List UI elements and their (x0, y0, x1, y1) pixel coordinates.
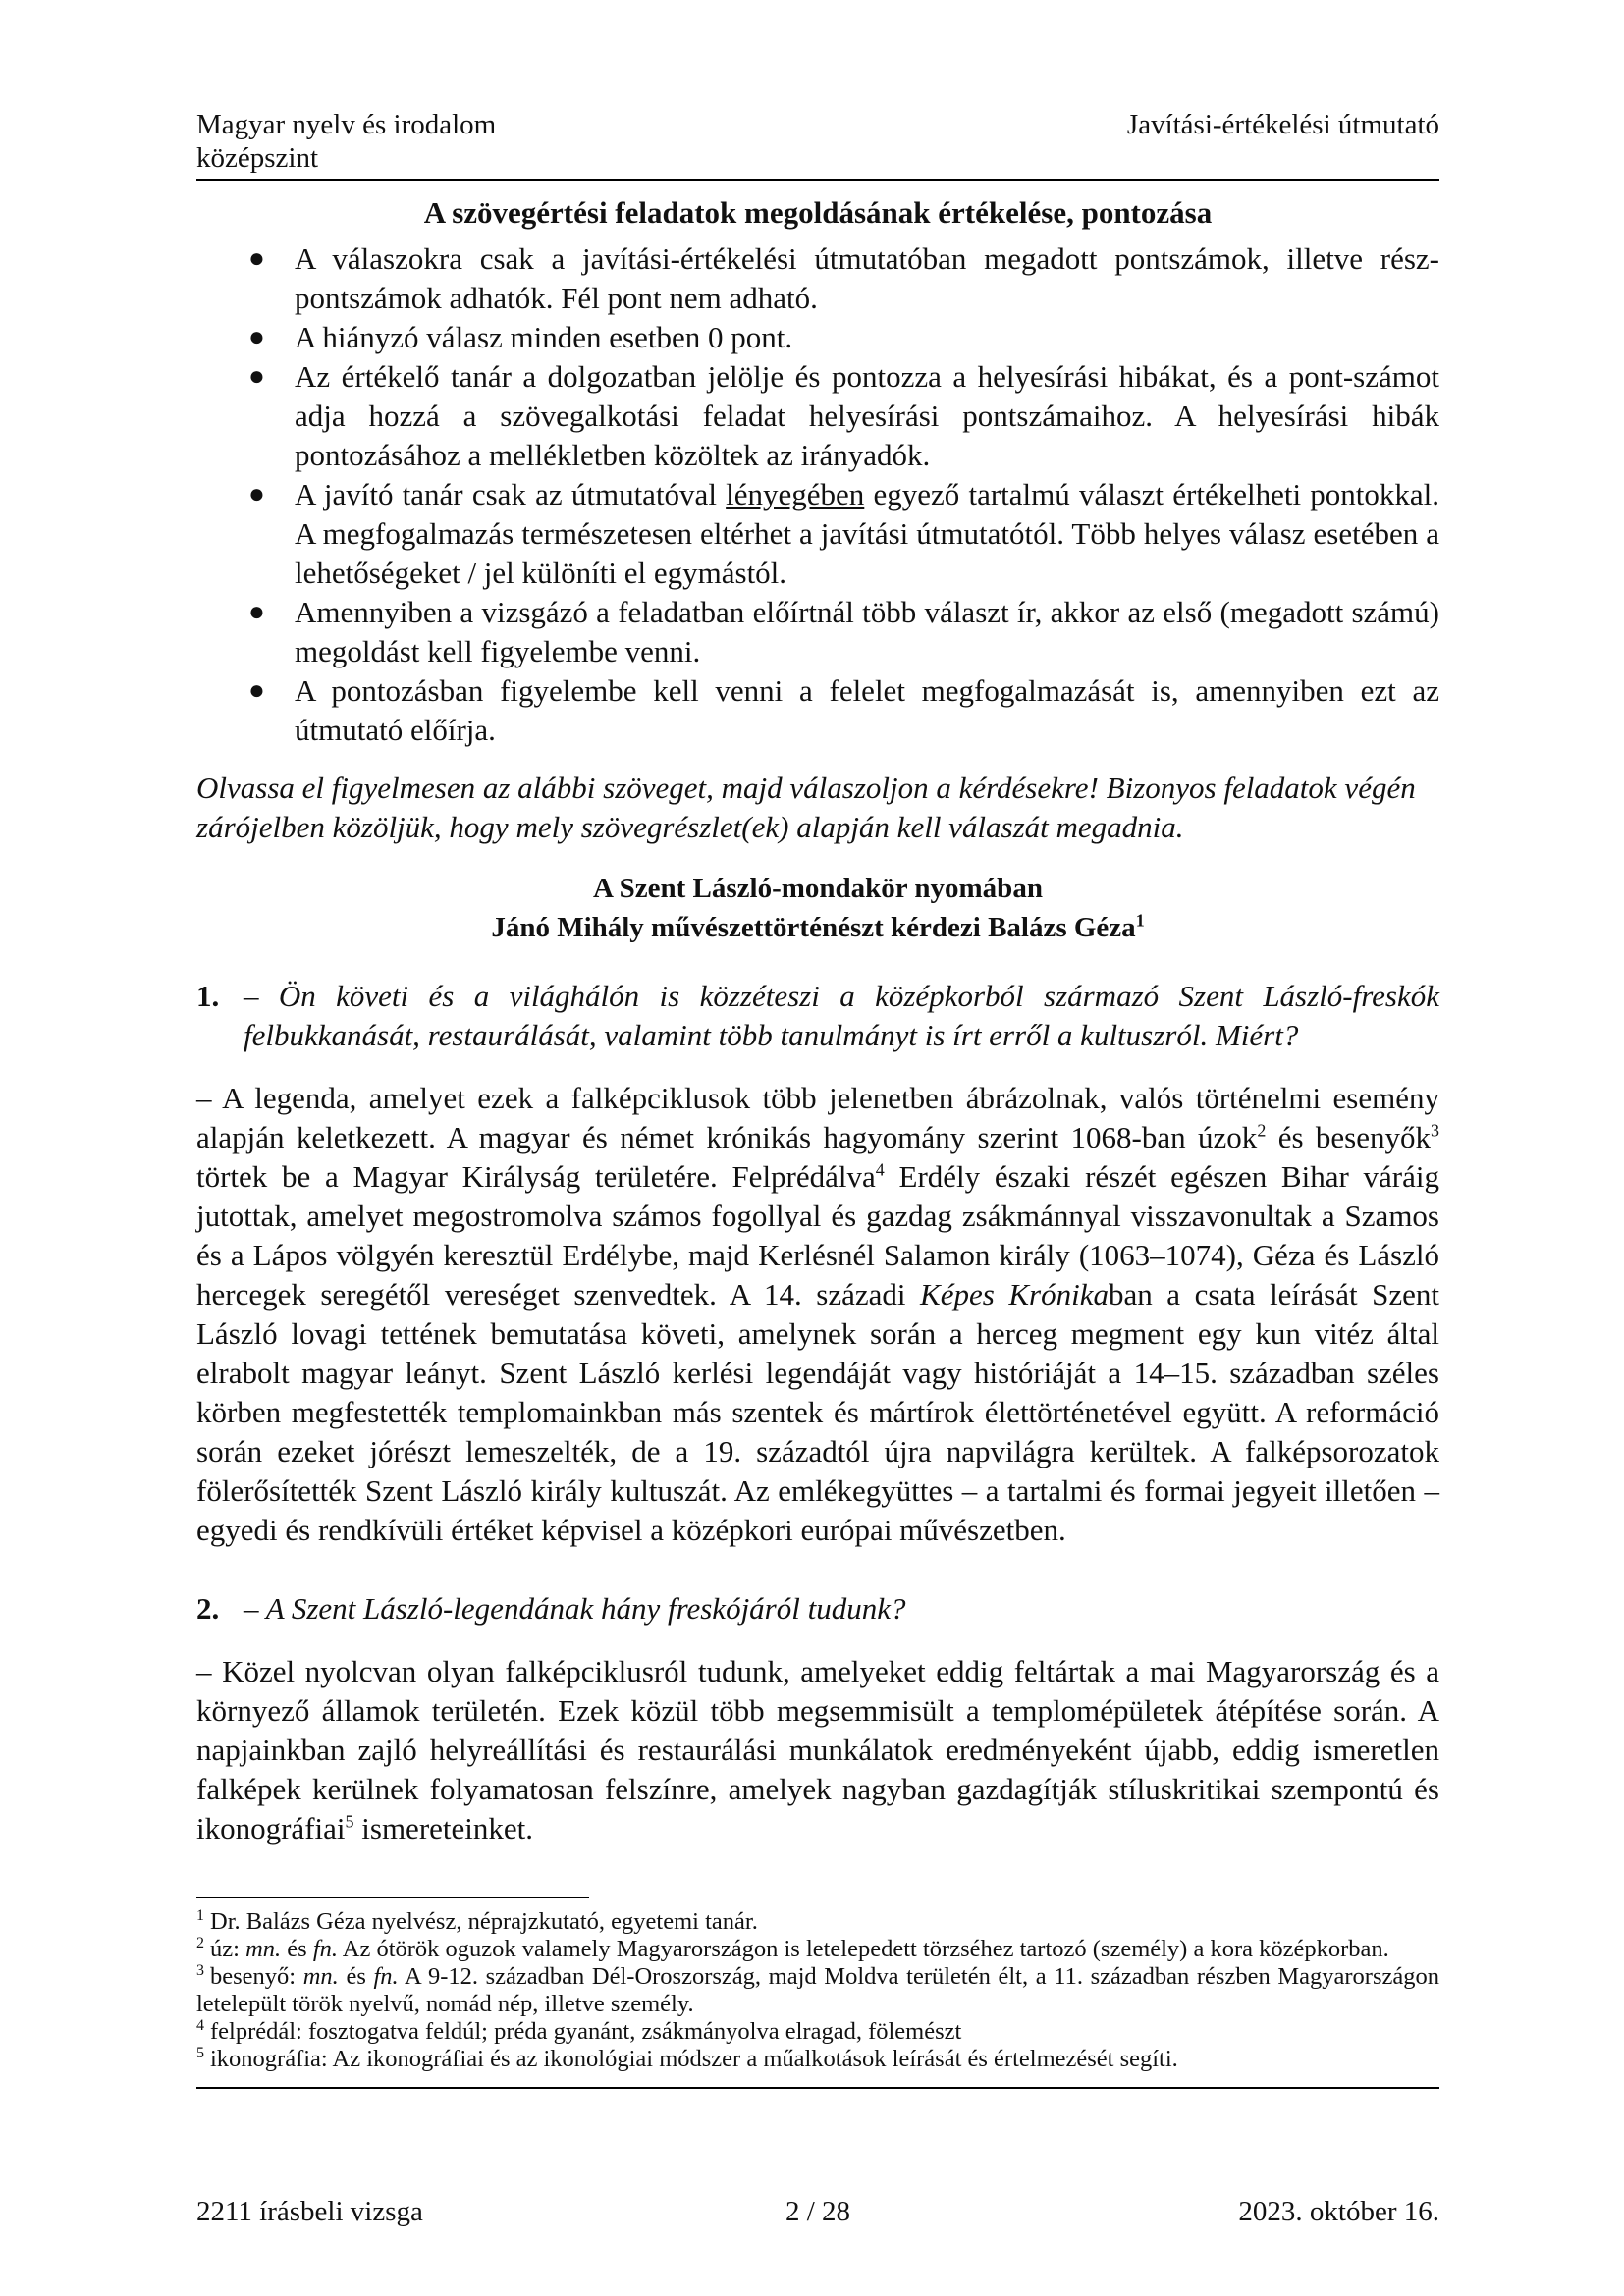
footnotes (196, 1908, 1439, 2073)
rule-item (196, 318, 1439, 357)
footnote-text: A 9-12. században Dél-Oroszország, majd Moldva területén élt, a 11. században részben Magyarországon letelepült török nyelvű, nomád nép, illetve személy. (196, 1963, 1439, 2017)
rule-text-after: egyező tartalmú választ értékelheti pontokkal. A megfogalmazás természetesen eltérhet a javítási útmutatótól. Több helyes válasz esetében a lehetőségeket / jel különíti el egymástól. (295, 477, 1439, 590)
footnote-3 (196, 1963, 1439, 2018)
footnote-text: ikonográfia: Az ikonográfiai és az ikonológiai módszer a műalkotások leírását és értelmezését segíti. (210, 2046, 1178, 2072)
article-subtitle (196, 908, 1439, 947)
question-number: 1. (196, 979, 220, 1013)
footnote-ref: 1 (1135, 910, 1145, 931)
footnote-abbrev: mn. (245, 1936, 282, 1962)
footnote-number: 4 (196, 2016, 204, 2034)
exam-code: 2211 írásbeli vizsga (196, 2196, 423, 2227)
footnote-number: 3 (196, 1961, 204, 1979)
bullet-icon: ● (248, 479, 265, 509)
question-2 (196, 1589, 1439, 1629)
header-left (196, 108, 496, 175)
footnote-number: 5 (196, 2044, 204, 2061)
header-subject: Magyar nyelv és irodalom (196, 109, 497, 140)
footnote-text: úz: (210, 1936, 246, 1962)
answer-text: – A legenda, amelyet ezek a falképciklusok több jelenetben ábrázolnak, valós történelmi esemény alapján keletkezett. A magyar és német krónikás hagyomány szerint 1068-ban úzok (196, 1081, 1439, 1154)
rule-item (196, 240, 1439, 318)
article-title (196, 869, 1439, 947)
footnote-number: 1 (196, 1906, 204, 1924)
rule-text: A pontozásban figyelembe kell venni a felelet megfogalmazását is, amennyiben ezt az útmutató előírja. (295, 673, 1439, 747)
rules-list (196, 240, 1439, 750)
answer-text: törtek be a Magyar Királyság területére. Felprédálva (196, 1159, 876, 1194)
rule-underlined-word: lényegében (726, 477, 865, 511)
answer-2 (196, 1652, 1439, 1848)
answer-text: és besenyők (1266, 1120, 1432, 1154)
rule-text: A hiányzó válasz minden esetben 0 pont. (295, 320, 793, 354)
bullet-icon: ● (248, 322, 265, 352)
footnote-text: besenyő: (210, 1963, 303, 1990)
footnote-text: Az ótörök oguzok valamely Magyarországon is letelepedett törzséhez tartozó (személy) a kora középkorban. (338, 1936, 1389, 1962)
footnote-1 (196, 1908, 1439, 1936)
question-1 (196, 977, 1439, 1055)
footnote-text: és (338, 1963, 374, 1990)
reading-instruction: Olvassa el figyelmesen az alábbi szöveget, majd válaszoljon a kérdésekre! Bizonyos feladatok végén zárójelben közöljük, hogy mely szövegrészlet(ek) alapján kell válaszát megadnia. (196, 771, 1416, 844)
footnote-text: és (281, 1936, 313, 1962)
rule-text: Amennyiben a vizsgázó a feladatban előírtnál több választ ír, akkor az első (megadott számú) megoldást kell figyelembe venni. (295, 595, 1439, 668)
footnote-abbrev: mn. (302, 1963, 339, 1990)
section-title: A szövegértési feladatok megoldásának értékelése, pontozása (423, 195, 1213, 230)
answer-1 (196, 1079, 1439, 1550)
bullet-icon: ● (248, 597, 265, 627)
footnote-ref: 2 (1257, 1120, 1267, 1141)
footnote-5 (196, 2046, 1439, 2073)
footnote-abbrev: fn. (373, 1963, 399, 1990)
bullet-icon: ● (248, 361, 265, 392)
page-number: 2 / 28 (785, 2196, 851, 2227)
rule-text: Az értékelő tanár a dolgozatban jelölje és pontozza a helyesírási hibákat, és a pont-számot adja hozzá a szövegalkotási feladat helyesírási pontszámaihoz. A helyesírási hibák pontozásához a mellékletben közöltek az irányadók. (295, 359, 1439, 472)
rule-item (196, 671, 1439, 750)
footnote-text: Dr. Balázs Géza nyelvész, néprajzkutató, egyetemi tanár. (210, 1908, 758, 1935)
header-doc-type: Javítási-értékelési útmutató (1126, 109, 1439, 140)
footnote-number: 2 (196, 1934, 204, 1951)
answer-text: Erdély északi részét egészen Bihar váráig jutottak, amelyet megostromolva számos fogollyal és gazdag zsákmánnyal visszavonultak a Szamos és a Lápos völgyén keresztül Erdélybe, majd Kerlésnél Salamon király (1063–1074), Géza és László hercegek seregétől vereséget szenvedtek. A 14. századi (196, 1159, 1439, 1311)
document-page (196, 108, 1439, 2089)
rule-text-before: A javító tanár csak az útmutatóval (295, 477, 727, 511)
footnote-text: felprédál: fosztogatva feldúl; préda gyanánt, zsákmányolva elragad, fölemészt (210, 2018, 962, 2045)
footnote-ref: 3 (1431, 1120, 1440, 1141)
header-level: középszint (196, 142, 319, 174)
exam-date: 2023. október 16. (1238, 2196, 1439, 2227)
question-text: – A Szent László-legendának hány freskójáról tudunk? (244, 1591, 906, 1626)
answer-text: – Közel nyolcvan olyan falképciklusról tudunk, amelyeket eddig feltártak a mai Magyarország és a környező államok területén. Ezek közül több megsemmisült a templomépületek átépítése során. A napjainkban zajló helyreállítási és restaurálási munkálatok eredményeként újabb, eddig ismeretlen falképek kerülnek folyamatosan felszínre, amelyek nagyban gazdagítják stíluskritikai szempontú és ikonográfiai (196, 1654, 1439, 1845)
answer-text: ismereteinket. (353, 1811, 534, 1845)
question-text: – Ön követi és a világhálón is közzéteszi a középkorból származó Szent László-freskók felbukkanását, restaurálását, valamint több tanulmányt is írt erről a kultuszról. Miért? (244, 979, 1439, 1052)
footnote-4 (196, 2018, 1439, 2046)
footer-divider (196, 2087, 1439, 2089)
question-number: 2. (196, 1591, 220, 1626)
rule-item (196, 475, 1439, 593)
header-divider (196, 179, 1439, 181)
rule-item (196, 593, 1439, 671)
page-header (196, 108, 1439, 175)
article-title-main: A Szent László-mondakör nyomában (593, 873, 1043, 904)
rule-item (196, 357, 1439, 475)
footnote-abbrev: fn. (312, 1936, 338, 1962)
bullet-icon: ● (248, 675, 265, 706)
footnote-ref: 4 (875, 1159, 885, 1180)
footnote-ref: 5 (345, 1811, 354, 1832)
answer-text: ban a csata leírását Szent László lovagi tettének bemutatása követi, amelynek során a herceg megment egy kun vitéz által elrabolt magyar leányt. Szent László kerlési legendáját vagy históriáját a 14–15. században széles körben megfestették templomainkban más szentek és mártírok élettörténetével együtt. A reformáció során ezeket jórészt lemeszelték, de a 19. századtól újra napvilágra kerültek. A falképsorozatok fölerősítették Szent László király kultuszát. Az emlékegyüttes – a tartalmi és formai jegyeit illetően – egyedi és rendkívüli értéket képvisel a középkori európai művészetben. (196, 1277, 1439, 1547)
book-title: Képes Krónika (920, 1277, 1109, 1311)
article-subtitle-text: Jánó Mihály művészettörténészt kérdezi Balázs Géza (491, 912, 1136, 943)
footnote-2 (196, 1936, 1439, 1963)
rule-text: A válaszokra csak a javítási-értékelési útmutatóban megadott pontszámok, illetve rész-pontszámok adhatók. Fél pont nem adható. (295, 241, 1439, 315)
page-footer (196, 2195, 1439, 2228)
bullet-icon: ● (248, 243, 265, 274)
footnote-divider (196, 1897, 589, 1898)
